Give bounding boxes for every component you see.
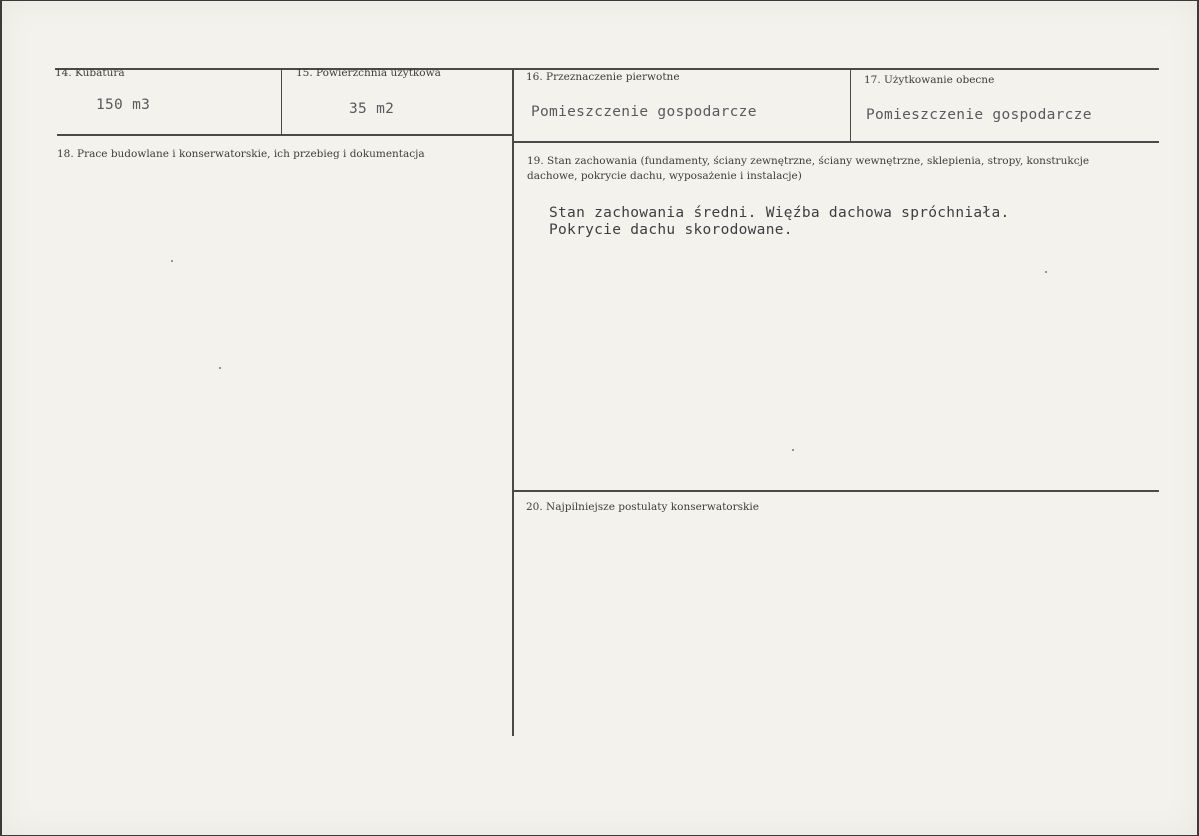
field-15-label: 15. Powierzchnia użytkowa: [296, 67, 441, 79]
row-divider-right: [513, 141, 1159, 143]
col-divider-16-17: [850, 68, 851, 142]
field-16-label: 16. Przeznaczenie pierwotne: [526, 71, 680, 83]
field-17-label: 17. Użytkowanie obecne: [864, 74, 995, 86]
field-15-value: 35 m2: [349, 101, 395, 117]
paper-speck: [219, 367, 221, 369]
field-19-value-line2: Pokrycie dachu skorodowane.: [549, 222, 793, 238]
record-card: [2, 1, 1197, 835]
field-19-label-line2: dachowe, pokrycie dachu, wyposażenie i instalacje): [527, 170, 802, 182]
section-divider-19-20: [513, 490, 1159, 492]
field-20-label: 20. Najpilniejsze postulaty konserwatorskie: [526, 501, 759, 513]
paper-speck: [792, 449, 794, 451]
col-divider-14-15: [281, 68, 282, 135]
paper-speck: [1045, 271, 1047, 273]
field-18-label: 18. Prace budowlane i konserwatorskie, ich przebieg i dokumentacja: [57, 148, 425, 160]
col-divider-main: [512, 68, 514, 736]
field-16-value: Pomieszczenie gospodarcze: [531, 104, 757, 120]
row-divider-left: [57, 134, 513, 136]
field-19-label-line1: 19. Stan zachowania (fundamenty, ściany zewnętrzne, ściany wewnętrzne, sklepienia, stropy, konstrukcje: [527, 155, 1090, 167]
field-14-value: 150 m3: [96, 97, 151, 113]
field-14-label: 14. Kubatura: [55, 67, 125, 79]
paper-speck: [171, 260, 173, 262]
field-17-value: Pomieszczenie gospodarcze: [866, 107, 1092, 123]
field-19-value-line1: Stan zachowania średni. Więźba dachowa spróchniała.: [549, 205, 1010, 221]
